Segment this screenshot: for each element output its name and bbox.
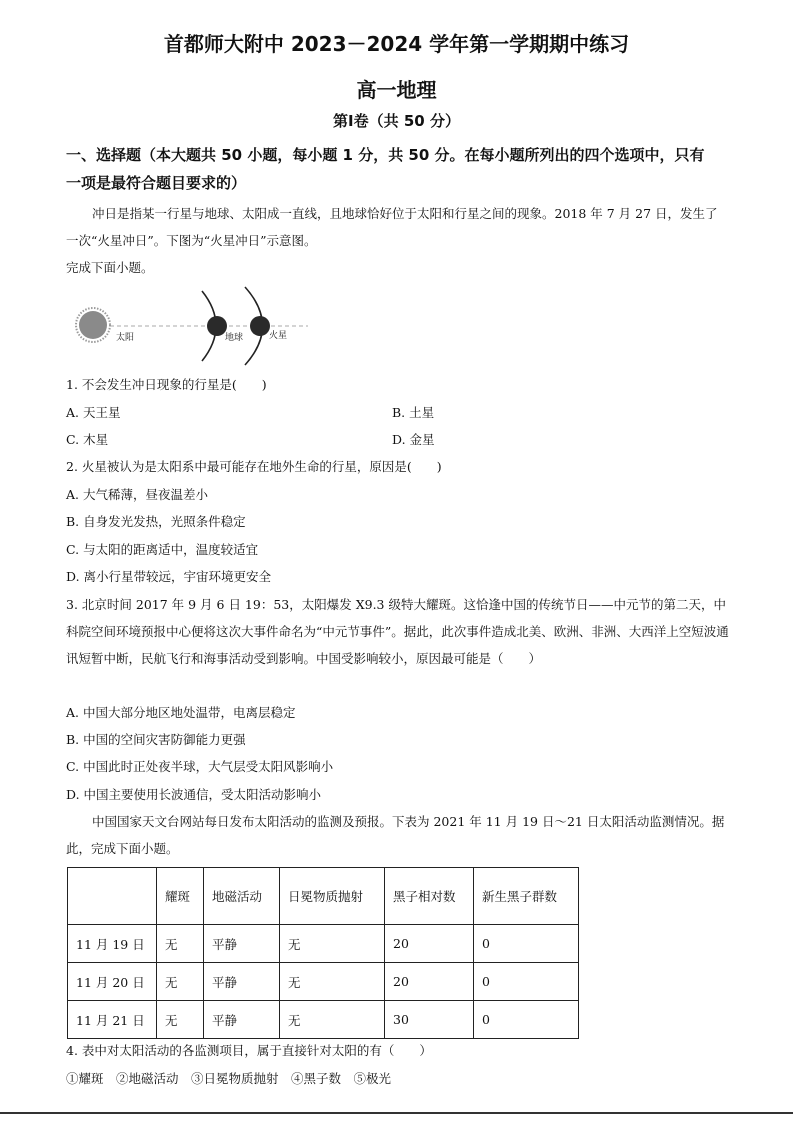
table-header-cell: 日冕物质抛射 [280,868,385,925]
table-cell: 无 [280,963,385,1001]
q4-items: ①耀斑 ②地磁活动 ③日冕物质抛射 ④黑子数 ⑤极光 [66,1071,392,1086]
sun-label: 太阳 [116,333,135,343]
table-cell: 无 [157,1001,204,1039]
q2-stem: 2. 火星被认为是太阳系中最可能存在地外生命的行星，原因是( ) [66,459,442,474]
table-header-row [68,868,579,925]
page-bottom-divider [0,1112,793,1114]
q2-option-a[interactable]: A. 大气稀薄，昼夜温差小 [66,487,208,502]
passage-solar-monitoring: 中国国家天文台网站每日发布太阳活动的监测及预报。下表为 2021 年 11 月 19 日～21 日太阳活动监测情况。据此，完成下面小题。 [66,814,725,856]
table-row [68,1001,579,1039]
q3-option-c[interactable]: C. 中国此时正处夜半球，大气层受太阳风影响小 [66,759,334,774]
earth-icon [207,316,227,336]
table-header-cell [68,868,157,925]
q3-option-b[interactable]: B. 中国的空间灾害防御能力更强 [66,732,246,747]
q2-option-b[interactable]: B. 自身发光发热，光照条件稳定 [66,514,246,529]
mars-icon [250,316,270,336]
table-header-cell: 地磁活动 [204,868,280,925]
mars-opposition-diagram [70,285,320,367]
table-row [68,925,579,963]
table-cell: 平静 [204,963,280,1001]
table-row [68,963,579,1001]
passage-opposition: 冲日是指某一行星与地球、太阳成一直线，且地球恰好位于太阳和行星之间的现象。2018 年 7 月 27 日，发生了一次“火星冲日”。下图为“火星冲日”示意图。 [66,206,718,248]
q1-stem: 1. 不会发生冲日现象的行星是( ) [66,377,267,392]
table-cell: 无 [280,1001,385,1039]
q3-option-a[interactable]: A. 中国大部分地区地处温带，电离层稳定 [66,705,296,720]
earth-label: 地球 [225,333,244,343]
table-header-cell: 耀斑 [157,868,204,925]
q1-option-b[interactable]: B. 土星 [392,405,435,420]
subject-title: 高一地理 [356,78,437,102]
solar-activity-table [67,867,579,1039]
table-cell: 20 [385,925,474,963]
exam-title: 首都师大附中 2023－2024 学年第一学期期中练习 [163,32,630,56]
table-cell: 平静 [204,1001,280,1039]
section-heading-line2: 一项是最符合题目要求的） [66,174,247,192]
q3-option-d[interactable]: D. 中国主要使用长波通信，受太阳活动影响小 [66,787,322,802]
q4-stem: 4. 表中对太阳活动的各监测项目，属于直接针对太阳的有（ ） [66,1043,432,1058]
table-cell: 30 [385,1001,474,1039]
section-heading-line1: 一、选择题（本大题共 50 小题，每小题 1 分，共 50 分。在每小题所列出的四个选项中，只有 [66,146,705,164]
table-cell: 无 [157,925,204,963]
table-cell: 11 月 20 日 [68,963,157,1001]
volume-title: 第Ⅰ卷（共 50 分） [333,112,460,130]
q3-stem: 3. 北京时间 2017 年 9 月 6 日 19：53，太阳爆发 X9.3 级特大耀斑。这恰逢中国的传统节日——中元节的第二天，中科院空间环境预报中心便将这次大事件命名为“中元节事件”。据此，此次事件造成北美、欧洲、非洲、大西洋上空短波通讯短暂中断，民航飞行和海事活动受到影响。中国受影响较小，原因最可能是（ ） [66,597,729,666]
passage-instruction: 完成下面小题。 [66,260,154,275]
table-cell: 0 [474,925,579,963]
section-heading [66,141,730,197]
table-cell: 11 月 21 日 [68,1001,157,1039]
table-header-cell: 黑子相对数 [385,868,474,925]
q1-option-c[interactable]: C. 木星 [66,432,109,447]
q2-option-d[interactable]: D. 离小行星带较远，宇宙环境更安全 [66,569,272,584]
table-cell: 20 [385,963,474,1001]
sun-icon [76,308,110,342]
mars-label: 火星 [269,331,288,341]
table-cell: 无 [157,963,204,1001]
table-cell: 无 [280,925,385,963]
table-cell: 平静 [204,925,280,963]
q1-option-a[interactable]: A. 天王星 [66,405,121,420]
table-header-cell: 新生黑子群数 [474,868,579,925]
table-cell: 11 月 19 日 [68,925,157,963]
q2-option-c[interactable]: C. 与太阳的距离适中，温度较适宜 [66,542,259,557]
q1-option-d[interactable]: D. 金星 [392,432,435,447]
table-cell: 0 [474,963,579,1001]
table-cell: 0 [474,1001,579,1039]
